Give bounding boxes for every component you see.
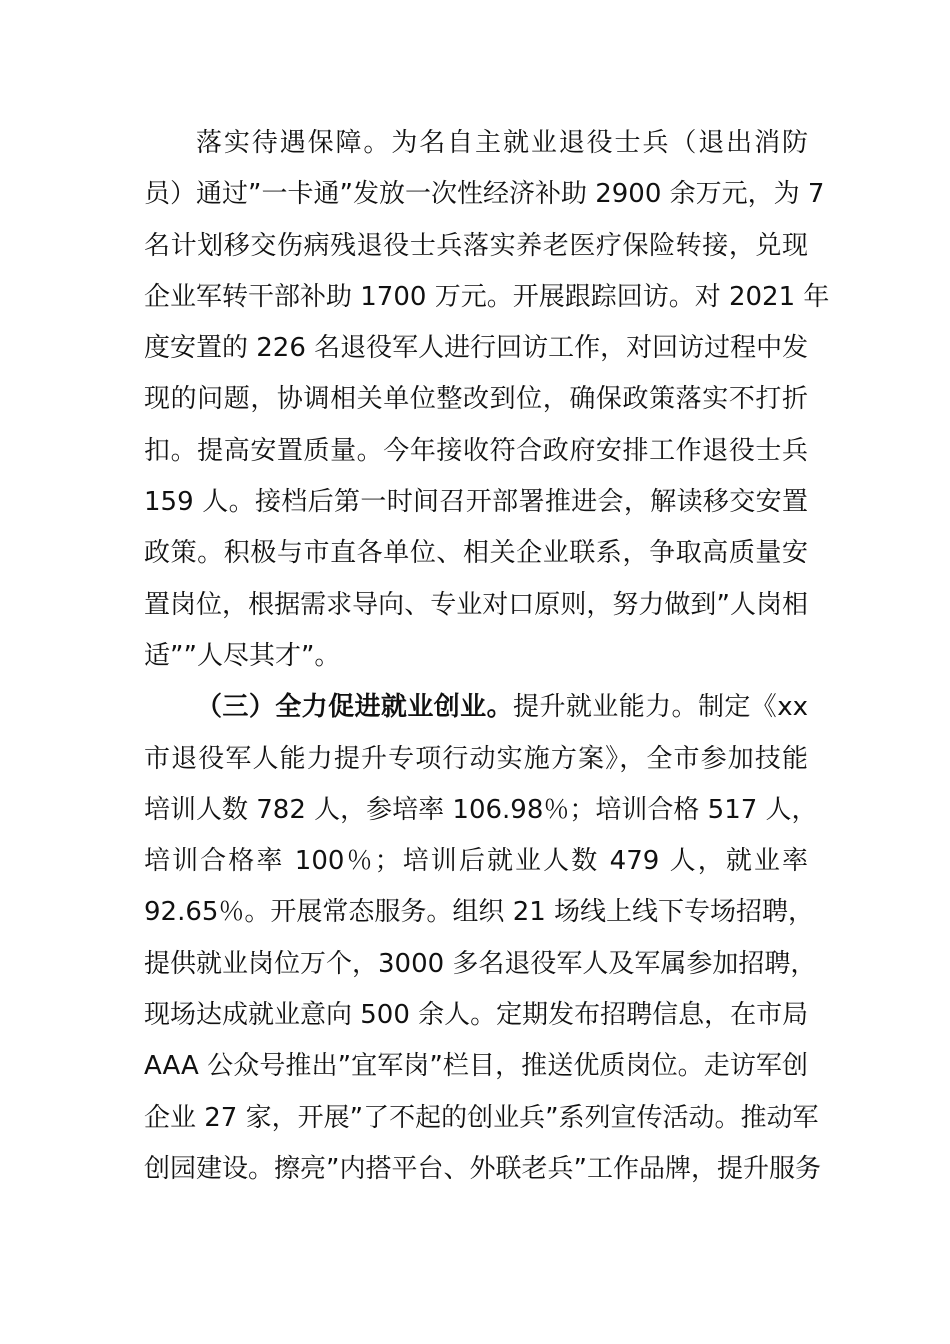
section-3-first-line bbox=[144, 682, 808, 733]
paragraph-line: 落实待遇保障。为名自主就业退役士兵（退出消防 bbox=[196, 128, 808, 158]
paragraph-line: 置岗位，根据需求导向、专业对口原则，努力做到”人岗相 bbox=[144, 589, 808, 620]
paragraph-line: 企业军转干部补助 1700 万元。开展跟踪回访。对 2021 年 bbox=[144, 281, 830, 312]
paragraph-line: 培训人数 782 人，参培率 106.98％；培训合格 517 人， bbox=[144, 794, 818, 825]
paragraph-line: AAA 公众号推出”宜军岗”栏目，推送优质岗位。走访军创 bbox=[144, 1051, 808, 1082]
paragraph-line: 名计划移交伤病残退役士兵落实养老医疗保险转接，兑现 bbox=[144, 230, 808, 261]
section-heading: （三）全力促进就业创业。 bbox=[196, 692, 514, 723]
paragraph-line: 159 人。接档后第一时间召开部署推进会，解读移交安置 bbox=[144, 487, 808, 518]
section-3-text: 提升就业能力。制定《xx bbox=[513, 692, 808, 723]
paragraph-line: 政策。积极与市直各单位、相关企业联系，争取高质量安 bbox=[144, 538, 808, 569]
paragraph-line: 员）通过”一卡通”发放一次性经济补助 2900 余万元，为 7 bbox=[144, 179, 825, 210]
paragraph-line: 度安置的 226 名退役军人进行回访工作，对回访过程中发 bbox=[144, 333, 809, 364]
paragraph-line: 提供就业岗位万个，3000 多名退役军人及军属参加招聘， bbox=[144, 948, 817, 979]
paragraph-line: 创园建设。擦亮”内搭平台、外联老兵”工作品牌，提升服务 bbox=[144, 1153, 821, 1184]
paragraph-line: 适””人尽其才”。 bbox=[144, 640, 341, 671]
paragraph-line: 培训合格率 100％；培训后就业人数 479 人，就业率 bbox=[144, 846, 808, 877]
paragraph-line: 现场达成就业意向 500 余人。定期发布招聘信息，在市局 bbox=[144, 1000, 809, 1031]
paragraph-line: 企业 27 家，开展”了不起的创业兵”系列宣传活动。推动军 bbox=[144, 1102, 819, 1133]
paragraph-line: 现的问题，协调相关单位整改到位，确保政策落实不打折 bbox=[144, 384, 808, 415]
paragraph-line: 市退役军人能力提升专项行动实施方案》，全市参加技能 bbox=[144, 743, 808, 774]
paragraph-line: 扣。提高安置质量。今年接收符合政府安排工作退役士兵 bbox=[144, 435, 808, 466]
paragraph-line: 92.65％。开展常态服务。组织 21 场线上线下专场招聘， bbox=[144, 897, 815, 928]
document-body bbox=[144, 118, 830, 1195]
